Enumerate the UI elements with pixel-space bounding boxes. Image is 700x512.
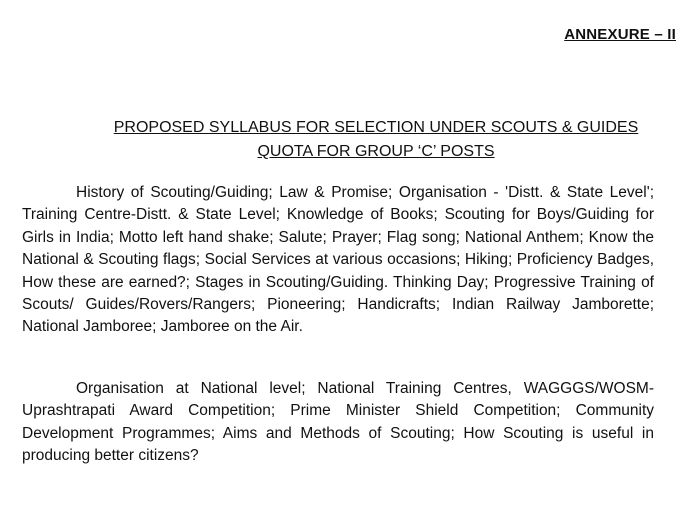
- syllabus-paragraph-1: History of Scouting/Guiding; Law & Promise; Organisation - 'Distt. & State Level'; Training Centre-Distt. & State Level; Knowledge of Books; Scouting for Boys/Guiding for Girls in India; Motto left hand shake; Salute; Prayer; Flag song; National Anthem; Know the National & Scouting flags; Social Services at various occasions; Hiking; Proficiency Badges, How these are earned?; Stages in Scouting/Guiding. Thinking Day; Progressive Training of Scouts/ Guides/Rovers/Rangers; Pioneering; Handicrafts; Indian Railway Jamborette; National Jamboree; Jamboree on the Air.: [22, 184, 654, 336]
- syllabus-paragraph-2: Organisation at National level; National Training Centres, WAGGGS/WOSM-Uprashtrapati Award Competition; Prime Minister Shield Competition; Community Development Programmes; Aims and Methods of Scouting; How Scouting is useful in producing better citizens?: [22, 380, 654, 465]
- title-line-1: PROPOSED SYLLABUS FOR SELECTION UNDER SCOUTS & GUIDES: [113, 119, 639, 136]
- annexure-label: ANNEXURE – II: [564, 26, 676, 43]
- title-line-2: QUOTA FOR GROUP ‘C’ POSTS: [257, 143, 495, 160]
- document-title: [0, 116, 700, 164]
